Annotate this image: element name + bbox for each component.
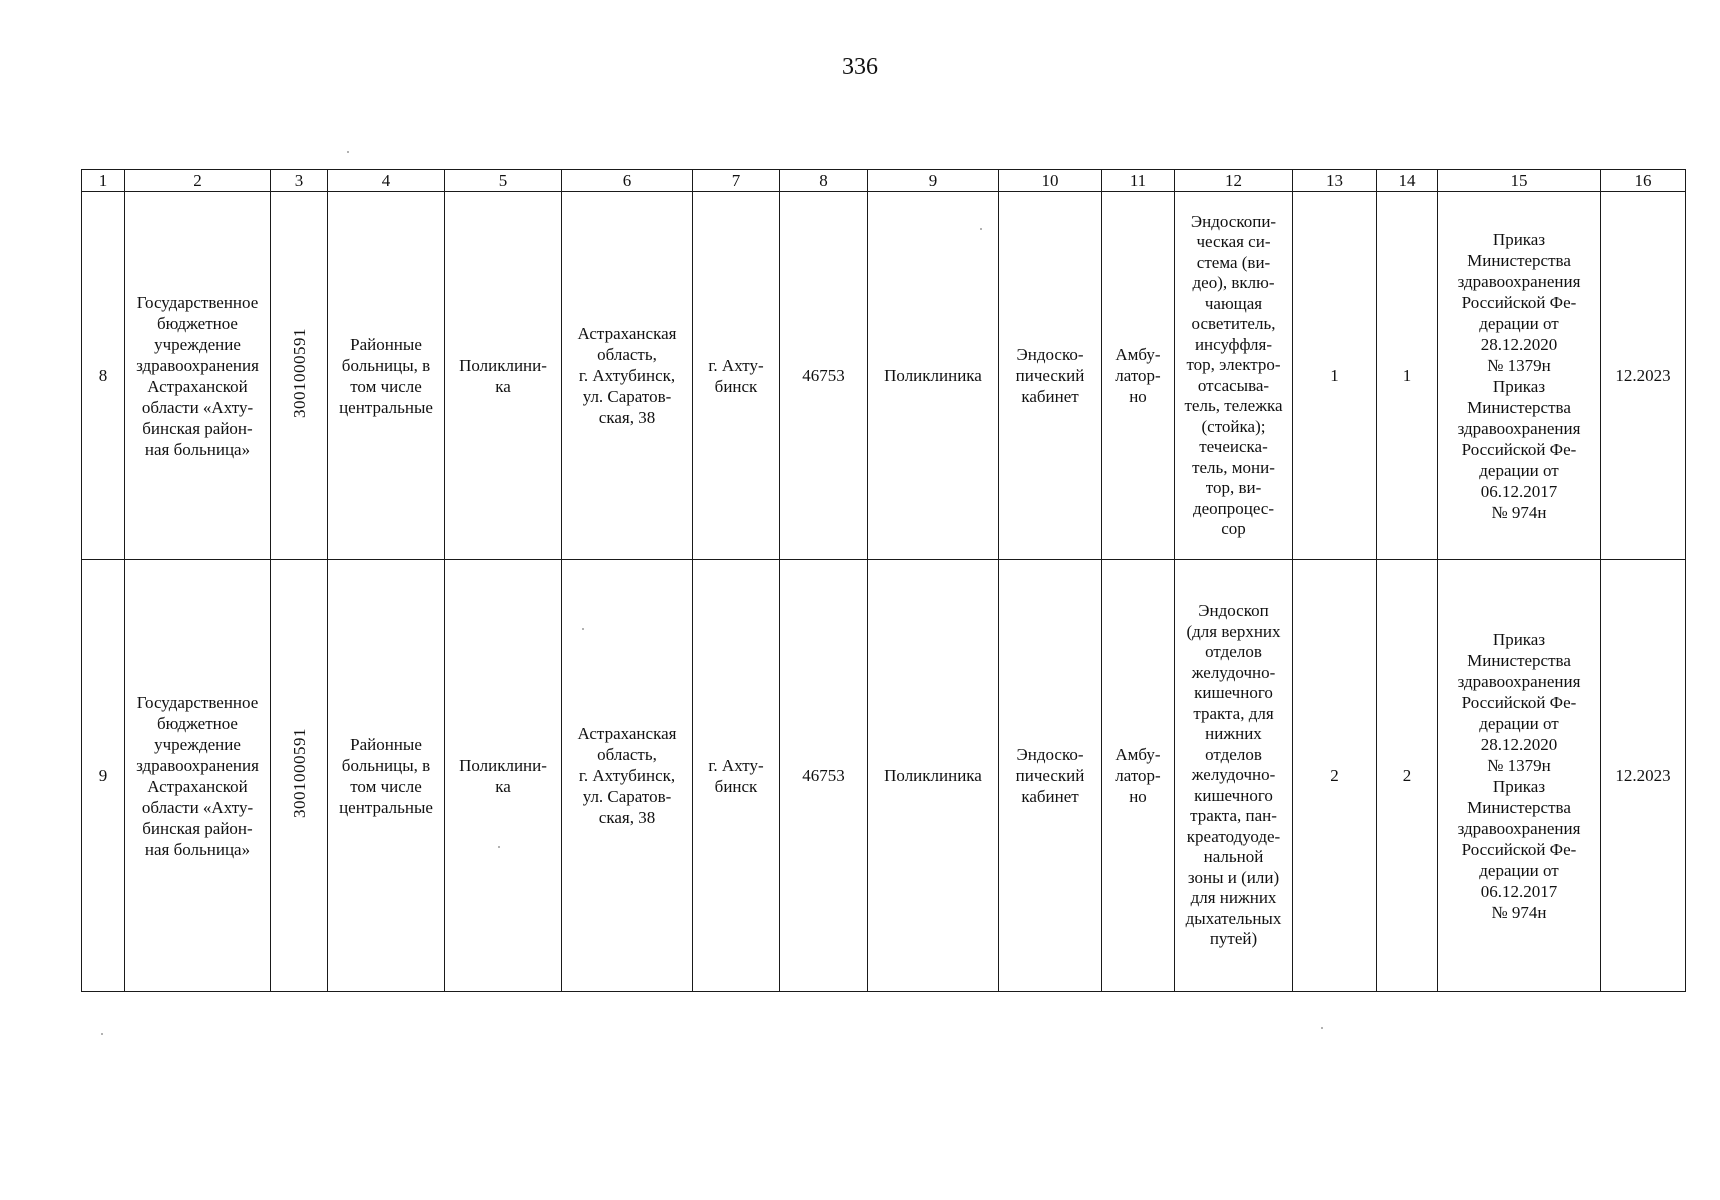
scan-speck	[582, 628, 584, 630]
date-cell: 12.2023	[1601, 560, 1686, 992]
room-cell: Эндоско- пический кабинет	[999, 560, 1102, 992]
quantity-cell: 1	[1377, 192, 1438, 560]
quantity-cell: 2	[1377, 560, 1438, 992]
column-header: 13	[1293, 170, 1377, 192]
city-cell: г. Ахту- бинск	[693, 560, 780, 992]
page-number: 336	[842, 54, 878, 80]
category-cell: Районные больницы, в том числе центральные	[328, 560, 445, 992]
orders-cell: Приказ Министерства здравоохранения Российской Фе- дерации от 28.12.2020 № 1379н Приказ Министерства здравоохранения Российской Фе- дерации от 06.12.2017 № 974н	[1438, 192, 1601, 560]
city-cell: г. Ахту- бинск	[693, 192, 780, 560]
unit-type-cell: Поликлини- ка	[445, 192, 562, 560]
equipment-cell: Эндоскопи- ческая си- стема (ви- део), вклю- чающая осветитель, инсуффля- тор, электро- отсасыва- тель, тележка (стойка); течеиска- тель, мони- тор, ви- деопроцес- сор	[1175, 192, 1293, 560]
oktmo-cell: 46753	[780, 192, 868, 560]
code-cell: 3001000591	[271, 192, 328, 560]
column-number-header-row	[82, 170, 1686, 192]
column-header: 5	[445, 170, 562, 192]
address-cell: Астраханская область, г. Ахтубинск, ул. Саратов- ская, 38	[562, 560, 693, 992]
division-cell: Поликлиника	[868, 560, 999, 992]
scan-speck	[347, 151, 349, 153]
column-header: 1	[82, 170, 125, 192]
division-cell: Поликлиника	[868, 192, 999, 560]
quantity-cell: 1	[1293, 192, 1377, 560]
table-row	[82, 192, 1686, 560]
institution-cell: Государственное бюджетное учреждение здравоохранения Астраханской области «Ахту- бинская район- ная больница»	[125, 560, 271, 992]
scan-speck	[1321, 1027, 1323, 1029]
row-number-cell: 8	[82, 192, 125, 560]
oktmo-cell: 46753	[780, 560, 868, 992]
scan-speck	[980, 228, 982, 230]
equipment-cell: Эндоскоп (для верхних отделов желудочно- кишечного тракта, для нижних отделов желудочно- кишечного тракта, пан- креатодуоде- нальной зоны и (или) для нижних дыхательных путей)	[1175, 560, 1293, 992]
scan-speck	[498, 846, 500, 848]
quantity-cell: 2	[1293, 560, 1377, 992]
registry-table	[81, 169, 1686, 992]
column-header: 2	[125, 170, 271, 192]
column-header: 6	[562, 170, 693, 192]
column-header: 15	[1438, 170, 1601, 192]
column-header: 9	[868, 170, 999, 192]
column-header: 8	[780, 170, 868, 192]
date-cell: 12.2023	[1601, 192, 1686, 560]
code-cell: 3001000591	[271, 560, 328, 992]
table-row	[82, 560, 1686, 992]
column-header: 7	[693, 170, 780, 192]
column-header: 4	[328, 170, 445, 192]
column-header: 12	[1175, 170, 1293, 192]
category-cell: Районные больницы, в том числе центральные	[328, 192, 445, 560]
care-mode-cell: Амбу- латор- но	[1102, 192, 1175, 560]
unit-type-cell: Поликлини- ка	[445, 560, 562, 992]
institution-cell: Государственное бюджетное учреждение здравоохранения Астраханской области «Ахту- бинская район- ная больница»	[125, 192, 271, 560]
orders-cell: Приказ Министерства здравоохранения Российской Фе- дерации от 28.12.2020 № 1379н Приказ Министерства здравоохранения Российской Фе- дерации от 06.12.2017 № 974н	[1438, 560, 1601, 992]
column-header: 10	[999, 170, 1102, 192]
scan-speck	[101, 1033, 103, 1035]
column-header: 3	[271, 170, 328, 192]
row-number-cell: 9	[82, 560, 125, 992]
address-cell: Астраханская область, г. Ахтубинск, ул. Саратов- ская, 38	[562, 192, 693, 560]
column-header: 14	[1377, 170, 1438, 192]
care-mode-cell: Амбу- латор- но	[1102, 560, 1175, 992]
column-header: 16	[1601, 170, 1686, 192]
column-header: 11	[1102, 170, 1175, 192]
room-cell: Эндоско- пический кабинет	[999, 192, 1102, 560]
